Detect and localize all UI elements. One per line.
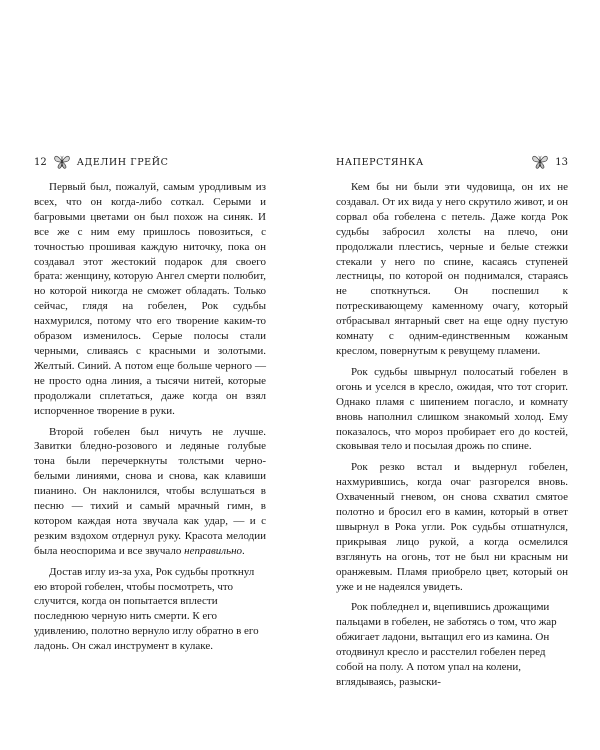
right-paragraph-1: Кем бы ни были эти чудовища, он их не создавал. От их вида у него скрутило живот, и он сорвал оба гобелена с петель. Даже когда Рок судьбы забросил холсты на плечо, они продолжали плестись, черные и белые стежки стекали у него по спине, касаясь ступеней лестницы, по которой он поднимался, стараясь не споткнуться. Он поспешил к потрескивающему каменному очагу, который отбрасывал янтарный свет на еще одну пустую комнату с одним-единственным кожаным креслом, повернутым к ревущему пламени. [336, 181, 568, 357]
left-paragraph-2-text: Второй гобелен был ничуть не лучше. Завитки бледно-розового и ледяные голубые тона были перечеркнуты толстыми черно-белыми линиями, снова и снова, как клавиши пианино. Он наклонился, чтобы вслушаться в песню — тихий и самый мрачный гимн, в котором каждая нота звучала как удар, — и с резким вздохом отдернул руку. Красота мелодии была неоспорима и все звучало [34, 425, 266, 557]
italic-tail: . [242, 544, 245, 557]
left-author-name: АДЕЛИН ГРЕЙС [76, 156, 169, 168]
left-paragraph-1: Первый был, пожалуй, самым уродливым из всех, что он когда-либо соткал. Серыми и багровыми цветами он был похож на синяк. И все же с ним ему пришлось повозиться, с точностью прошивая каждую ниточку, пока он создавал этот жестокий подарок для своего брата: женщину, которую Ангел смерти полюбит, но которой никогда не сможет обладать. Только сейчас, глядя на гобелен, Рок судьбы нахмурился, потому что его творение каким-то образом изменилось. Серые полосы стали черными, сливаясь с красными и золотыми. Желтый. Синий. А потом еще больше черного — не просто одна линия, а тысячи нитей, которые продолжали сплетаться, даже когда он взял испорченное творение в руки. [34, 181, 266, 417]
right-folio: 13 [555, 156, 568, 168]
butterfly-icon [531, 153, 549, 171]
left-paragraph-3: Достав иглу из-за уха, Рок судьбы проткнул ею второй гобелен, чтобы посмотреть, что случится, когда он попытается вплести последнюю черную нить смерти. К его удивлению, полотно вернуло иглу обратно в его ладонь. Он сжал инструмент в кулаке. [34, 565, 259, 653]
right-paragraph-2: Рок судьбы швырнул полосатый гобелен в огонь и уселся в кресло, ожидая, что тот сгорит. Однако пламя с шипением погасло, и комнату вновь наполнил слишком знакомый холод. Ему показалось, что мороз пробирает его до костей, сковывая тело и посылая дрожь по спине. [336, 365, 568, 453]
right-text-block [336, 180, 568, 696]
right-book-title: НАПЕРСТЯНКА [336, 156, 424, 168]
left-text-block [34, 180, 266, 660]
left-folio: 12 [34, 156, 47, 168]
left-running-head [34, 150, 266, 174]
butterfly-icon [53, 153, 71, 171]
right-page [300, 0, 600, 750]
italic-word: неправильно [184, 544, 243, 557]
right-paragraph-3: Рок резко встал и выдернул гобелен, нахмурившись, когда очаг разгорелся вновь. Охваченный гневом, он снова схватил смятое полотно и бросил его в камин, который в ответ швырнул в Рока угли. Рок судьбы отшатнулся, прикрывая лицо рукой, а когда осмелился взглянуть на огонь, тот не был ни красным ни оранжевым. Пламя приобрело цвет, который он уже и не надеялся увидеть. [336, 461, 568, 593]
right-running-head [336, 150, 568, 174]
right-paragraph-4: Рок побледнел и, вцепившись дрожащими пальцами в гобелен, не заботясь о том, что жар обжигает ладони, вытащил его из камина. Он отодвинул кресло и расстелил гобелен перед собой на полу. А потом упал на колени, вглядываясь, разыски- [336, 601, 557, 688]
left-paragraph-2 [34, 425, 266, 559]
